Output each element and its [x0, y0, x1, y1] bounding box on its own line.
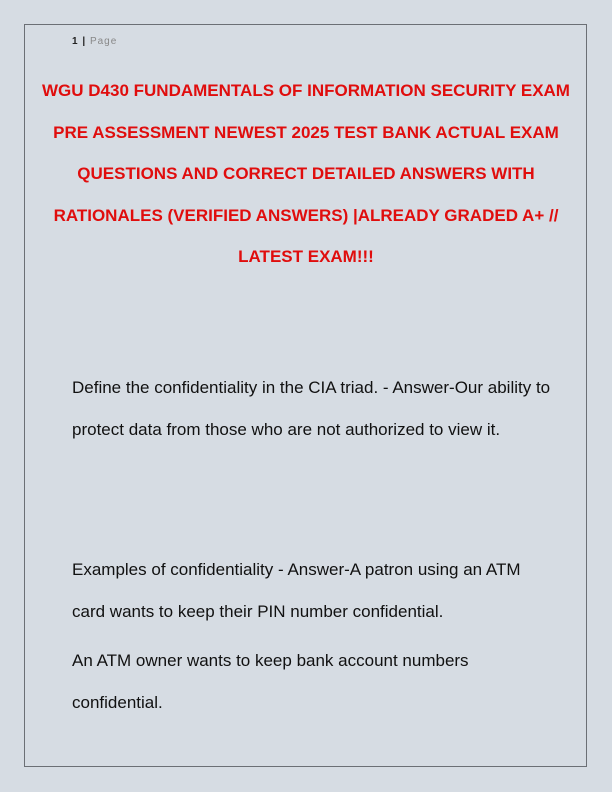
page-separator: | [82, 36, 87, 47]
page-number-header [72, 36, 117, 47]
paragraph-confidentiality-definition: Define the confidentiality in the CIA triad. - Answer-Our ability to protect data from those who are not authorized to view it. [72, 378, 551, 439]
page-number: 1 [72, 36, 79, 47]
page-label: Page [89, 36, 118, 47]
paragraph-atm-owner: An ATM owner wants to keep bank account numbers confidential. [72, 651, 469, 712]
document-title: WGU D430 FUNDAMENTALS OF INFORMATION SECURITY EXAM PRE ASSESSMENT NEWEST 2025 TEST BANK ACTUAL EXAM QUESTIONS AND CORRECT DETAILED ANSWERS WITH RATIONALES (VERIFIED ANSWERS) |ALREADY GRADED A+ // LATEST EXAM!!! [42, 81, 570, 267]
paragraph-confidentiality-examples: Examples of confidentiality - Answer-A patron using an ATM card wants to keep their PIN number confidential. [72, 560, 521, 621]
